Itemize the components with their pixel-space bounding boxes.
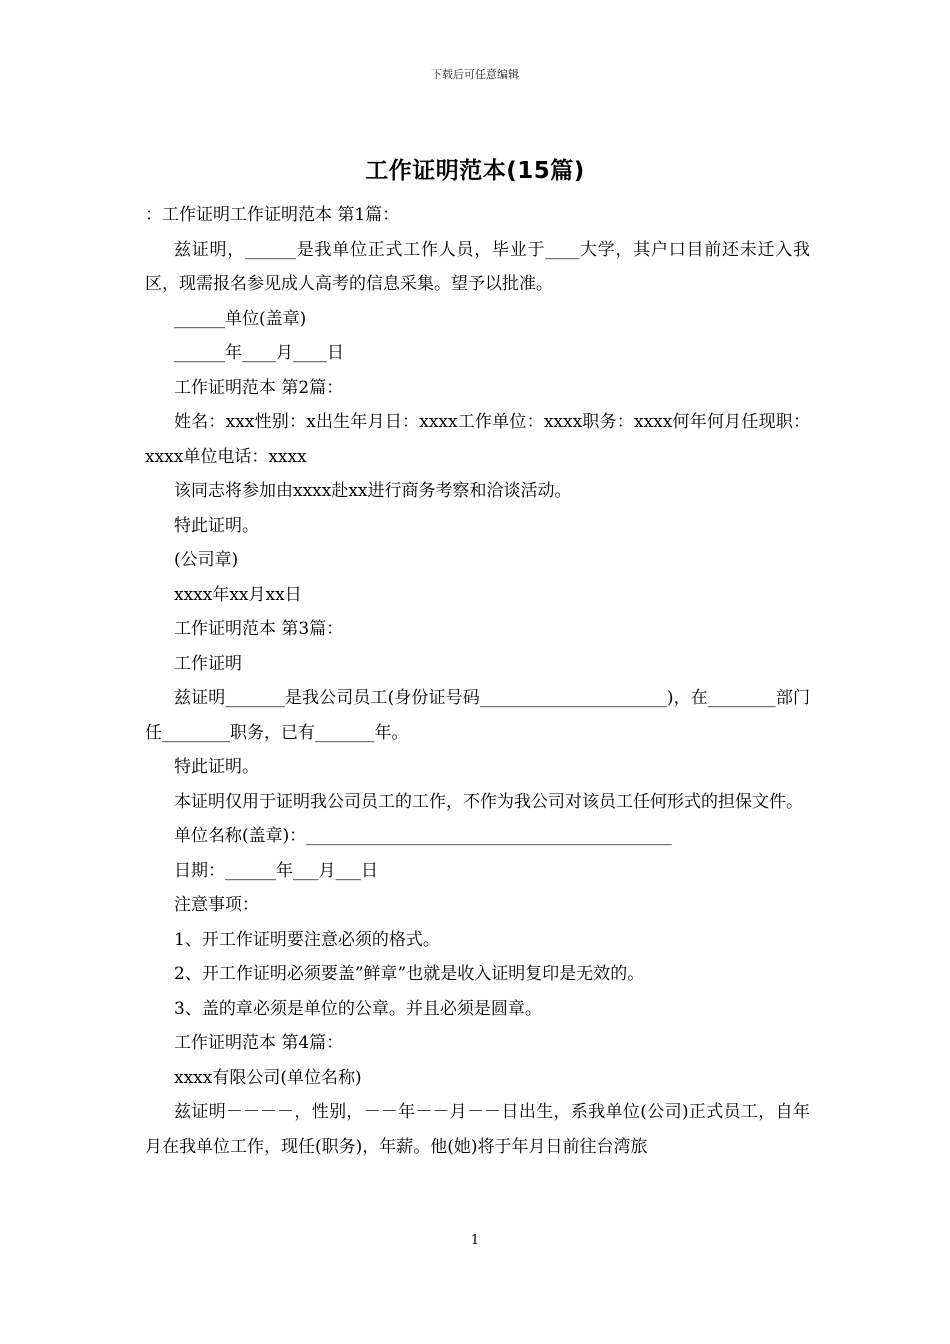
paragraph-note-3: 3、盖的章必须是单位的公章。并且必须是圆章。	[174, 998, 542, 1019]
paragraph-unit-seal-1: ______单位(盖章)	[174, 308, 307, 329]
page-number: 1	[470, 1233, 480, 1248]
paragraph-date-3: 日期：______年___月___日	[174, 860, 378, 881]
header-note: 下载后可任意编辑	[431, 68, 519, 81]
section-1-heading: ：工作证明工作证明范本 第1篇：	[145, 205, 400, 225]
paragraph-company-name: xxxx有限公司(单位名称)	[174, 1067, 362, 1088]
paragraph-personal-info: 姓名：xxx性别：x出生年月日：xxxx工作单位：xxxx职务：xxxx何年何月任现职：xxxx单位电话：xxxx	[145, 412, 810, 467]
document-body	[145, 198, 810, 1164]
paragraph-business-trip: 该同志将参加由xxxx赴xx进行商务考察和洽谈活动。	[174, 481, 572, 501]
paragraph-hereby-certify-2: 特此证明。	[174, 757, 259, 777]
paragraph-certificate-3: 兹证明_______是我公司员工(身份证号码______________________)，在________部门任________职务，已有_______年。	[145, 688, 810, 743]
paragraph-notes-heading: 注意事项：	[174, 895, 259, 915]
paragraph-certificate-1: 兹证明，______是我单位正式工作人员，毕业于____大学，其户口目前还未迁入我区，现需报名参见成人高考的信息采集。望予以批准。	[145, 239, 810, 294]
paragraph-date-1: ______年____月____日	[174, 343, 344, 363]
section-3-heading: 工作证明范本 第3篇：	[174, 619, 344, 639]
paragraph-hereby-certify-1: 特此证明。	[174, 515, 259, 536]
paragraph-unit-name: 单位名称(盖章)：___________________________________________	[174, 826, 672, 846]
paragraph-note-2: 2、开工作证明必须要盖”鲜章”也就是收入证明复印是无效的。	[174, 964, 645, 984]
paragraph-certificate-4: 兹证明－－－－，性别，－－年－－月－－日出生，系我单位(公司)正式员工，自年月在我单位工作，现任(职务)，年薪。他(她)将于年月日前往台湾旅	[145, 1102, 810, 1157]
paragraph-date-2: xxxx年xx月xx日	[174, 584, 302, 605]
section-4-heading: 工作证明范本 第4篇：	[174, 1033, 344, 1053]
document-title: 工作证明范本(15篇)	[365, 158, 585, 184]
paragraph-note-1: 1、开工作证明要注意必须的格式。	[174, 929, 440, 950]
section-2-heading: 工作证明范本 第2篇：	[174, 377, 344, 398]
paragraph-work-certificate-label: 工作证明	[174, 653, 242, 674]
paragraph-disclaimer: 本证明仅用于证明我公司员工的工作，不作为我公司对该员工任何形式的担保文件。	[174, 791, 803, 812]
paragraph-company-seal: (公司章)	[174, 550, 239, 570]
